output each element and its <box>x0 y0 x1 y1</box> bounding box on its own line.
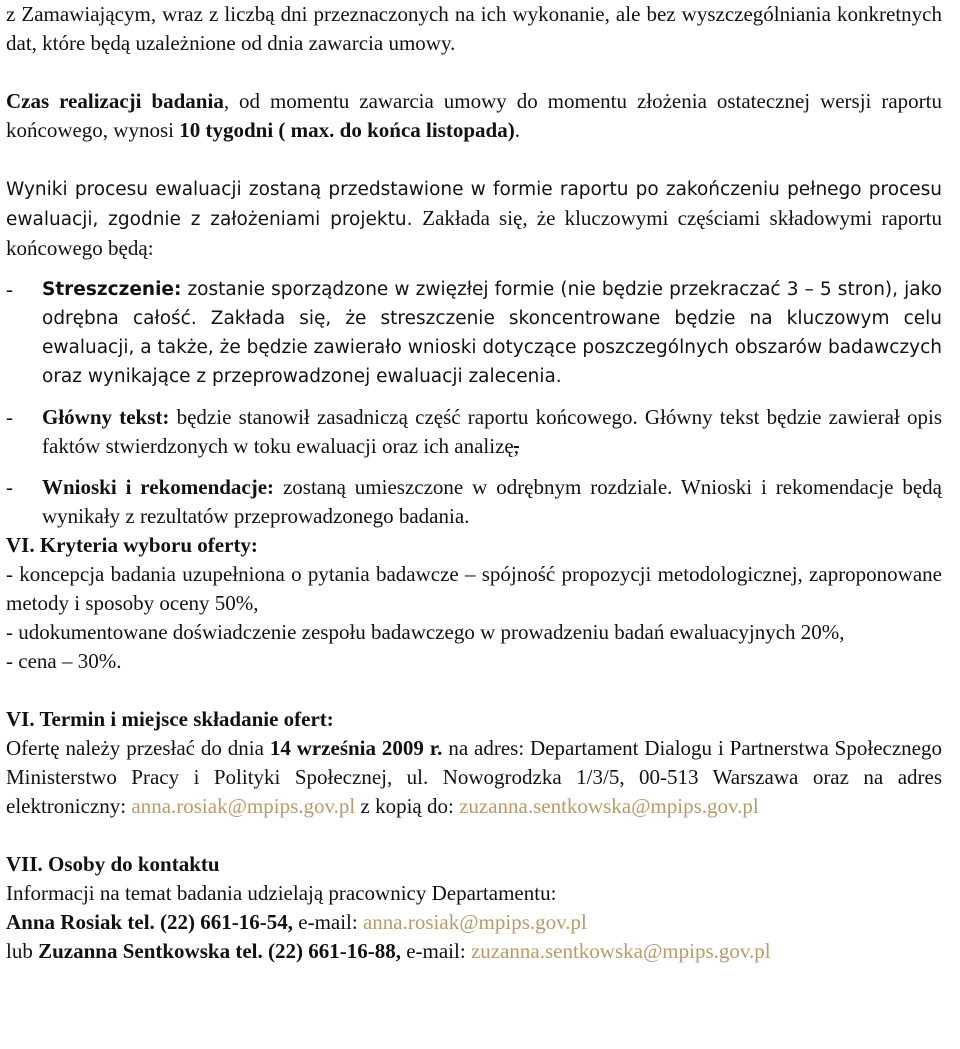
summary-desc-2: Zakłada się, że streszczenie skoncentrowane będzie na kluczowym celu ewaluacji, a także, że będzie zawierało wnioski dotyczące poszczególnych obszarów badawczych oraz wynikające z przeprowadzonej ewaluacji zalecenia. <box>42 308 942 387</box>
summary-text <box>42 275 942 391</box>
results-text: Zakłada się, że kluczowymi częściami składowymi raportu końcowego będą: <box>6 206 942 260</box>
contact-sentkowska-pre: lub <box>6 939 39 963</box>
deadline-text-3: z kopią do: <box>355 794 460 818</box>
heading-deadline-text: VI. Termin i miejsce składanie ofert: <box>6 707 334 731</box>
criteria-item-2: - udokumentowane doświadczenie zespołu badawczego w prowadzeniu badań ewaluacyjnych 20%, <box>6 620 845 644</box>
heading-deadline <box>6 705 942 734</box>
spacer <box>6 58 942 87</box>
main-text-text <box>42 403 942 461</box>
list-dash: - <box>6 277 13 301</box>
contacts-intro: Informacji na temat badania udzielają pracownicy Departamentu: <box>6 881 557 905</box>
conclusions-label: Wnioski i rekomendacje: <box>42 475 275 499</box>
spacer <box>6 821 942 850</box>
conclusions-text <box>42 473 942 531</box>
spacer <box>6 263 942 275</box>
criteria-item-3: - cena – 30%. <box>6 649 122 673</box>
email-link-rosiak[interactable]: anna.rosiak@mpips.gov.pl <box>131 794 356 818</box>
spacer <box>6 145 942 174</box>
deadline-text-1: Ofertę należy przesłać do dnia <box>6 736 270 760</box>
conclusions-desc: zostaną umieszczone w odrębnym rozdziale. Wnioski i rekomendacje będą wynikały z rezultatów przeprowadzonego badania. <box>42 475 943 528</box>
heading-contacts-text: VII. Osoby do kontaktu <box>6 852 220 876</box>
heading-criteria-text: VI. Kryteria wyboru oferty: <box>6 533 258 557</box>
spacer <box>6 676 942 705</box>
summary-label: Streszczenie: <box>42 279 182 300</box>
contact-rosiak <box>6 908 942 937</box>
contact-sentkowska-email[interactable]: zuzanna.sentkowska@mpips.gov.pl <box>470 939 771 963</box>
duration-end: . <box>514 118 520 142</box>
paragraph-duration <box>6 87 942 145</box>
contact-rosiak-name: Anna Rosiak tel. (22) 661-16-54, <box>6 910 293 934</box>
list-item-main-text <box>6 403 942 461</box>
contact-sentkowska-name: Zuzanna Sentkowska tel. (22) 661-16-88, <box>38 939 401 963</box>
paragraph-contract-dates: z Zamawiającym, wraz z liczbą dni przeznaczonych na ich wykonanie, ale bez wyszczególniania konkretnych dat, które będą uzależnione od dnia zawarcia umowy. <box>6 2 942 55</box>
contact-sentkowska-label: e-mail: <box>400 939 471 963</box>
main-text-label: Główny tekst: <box>42 405 170 429</box>
list-dash: - <box>6 405 13 429</box>
duration-label: Czas realizacji badania <box>6 89 224 113</box>
contact-rosiak-email[interactable]: anna.rosiak@mpips.gov.pl <box>362 910 587 934</box>
list-dash: - <box>6 475 13 499</box>
paragraph-deadline <box>6 734 942 821</box>
spacer <box>6 461 942 473</box>
deadline-date: 14 września 2009 r. <box>269 736 443 760</box>
heading-contacts <box>6 850 942 879</box>
list-item-summary <box>6 275 942 391</box>
list-item-conclusions <box>6 473 942 531</box>
duration-text: , od momentu zawarcia umowy do momentu złożenia ostatecznej wersji raportu końcowego, wynosi <box>6 89 942 142</box>
contact-rosiak-label: e-mail: <box>293 910 363 934</box>
main-text-end: , <box>513 434 519 458</box>
deadline-text-2: na adres: Departament Dialogu i Partnerstwa Społecznego Ministerstwo Pracy i Polityki Społecznej, ul. Nowogrodzka 1/3/5, 00-513 Warszawa oraz na adres elektroniczny: <box>6 736 942 818</box>
paragraph-results <box>6 174 942 263</box>
criteria-item-1: - koncepcja badania uzupełniona o pytania badawcze – spójność propozycji metodologicznej, zaproponowane metody i sposoby oceny 50%, <box>6 562 942 615</box>
spacer <box>6 391 942 403</box>
contact-sentkowska <box>6 937 942 966</box>
email-link-sentkowska[interactable]: zuzanna.sentkowska@mpips.gov.pl <box>459 794 759 818</box>
main-text-desc: będzie stanowił zasadniczą część raportu końcowego. Główny tekst będzie zawierał opis faktów stwierdzonych w toku ewaluacji oraz ich analizę <box>42 405 942 458</box>
duration-value: 10 tygodni ( max. do końca listopada) <box>179 118 515 142</box>
results-text-sans: Wyniki procesu ewaluacji zostaną przedstawione w formie raportu po zakończeniu pełnego procesu ewaluacji, zgodnie z założeniami projektu. <box>6 179 942 230</box>
heading-criteria <box>6 531 942 560</box>
summary-desc: zostanie sporządzone w zwięzłej formie (nie będzie przekraczać 3 – 5 stron), jako odrębna całość. <box>42 279 942 329</box>
